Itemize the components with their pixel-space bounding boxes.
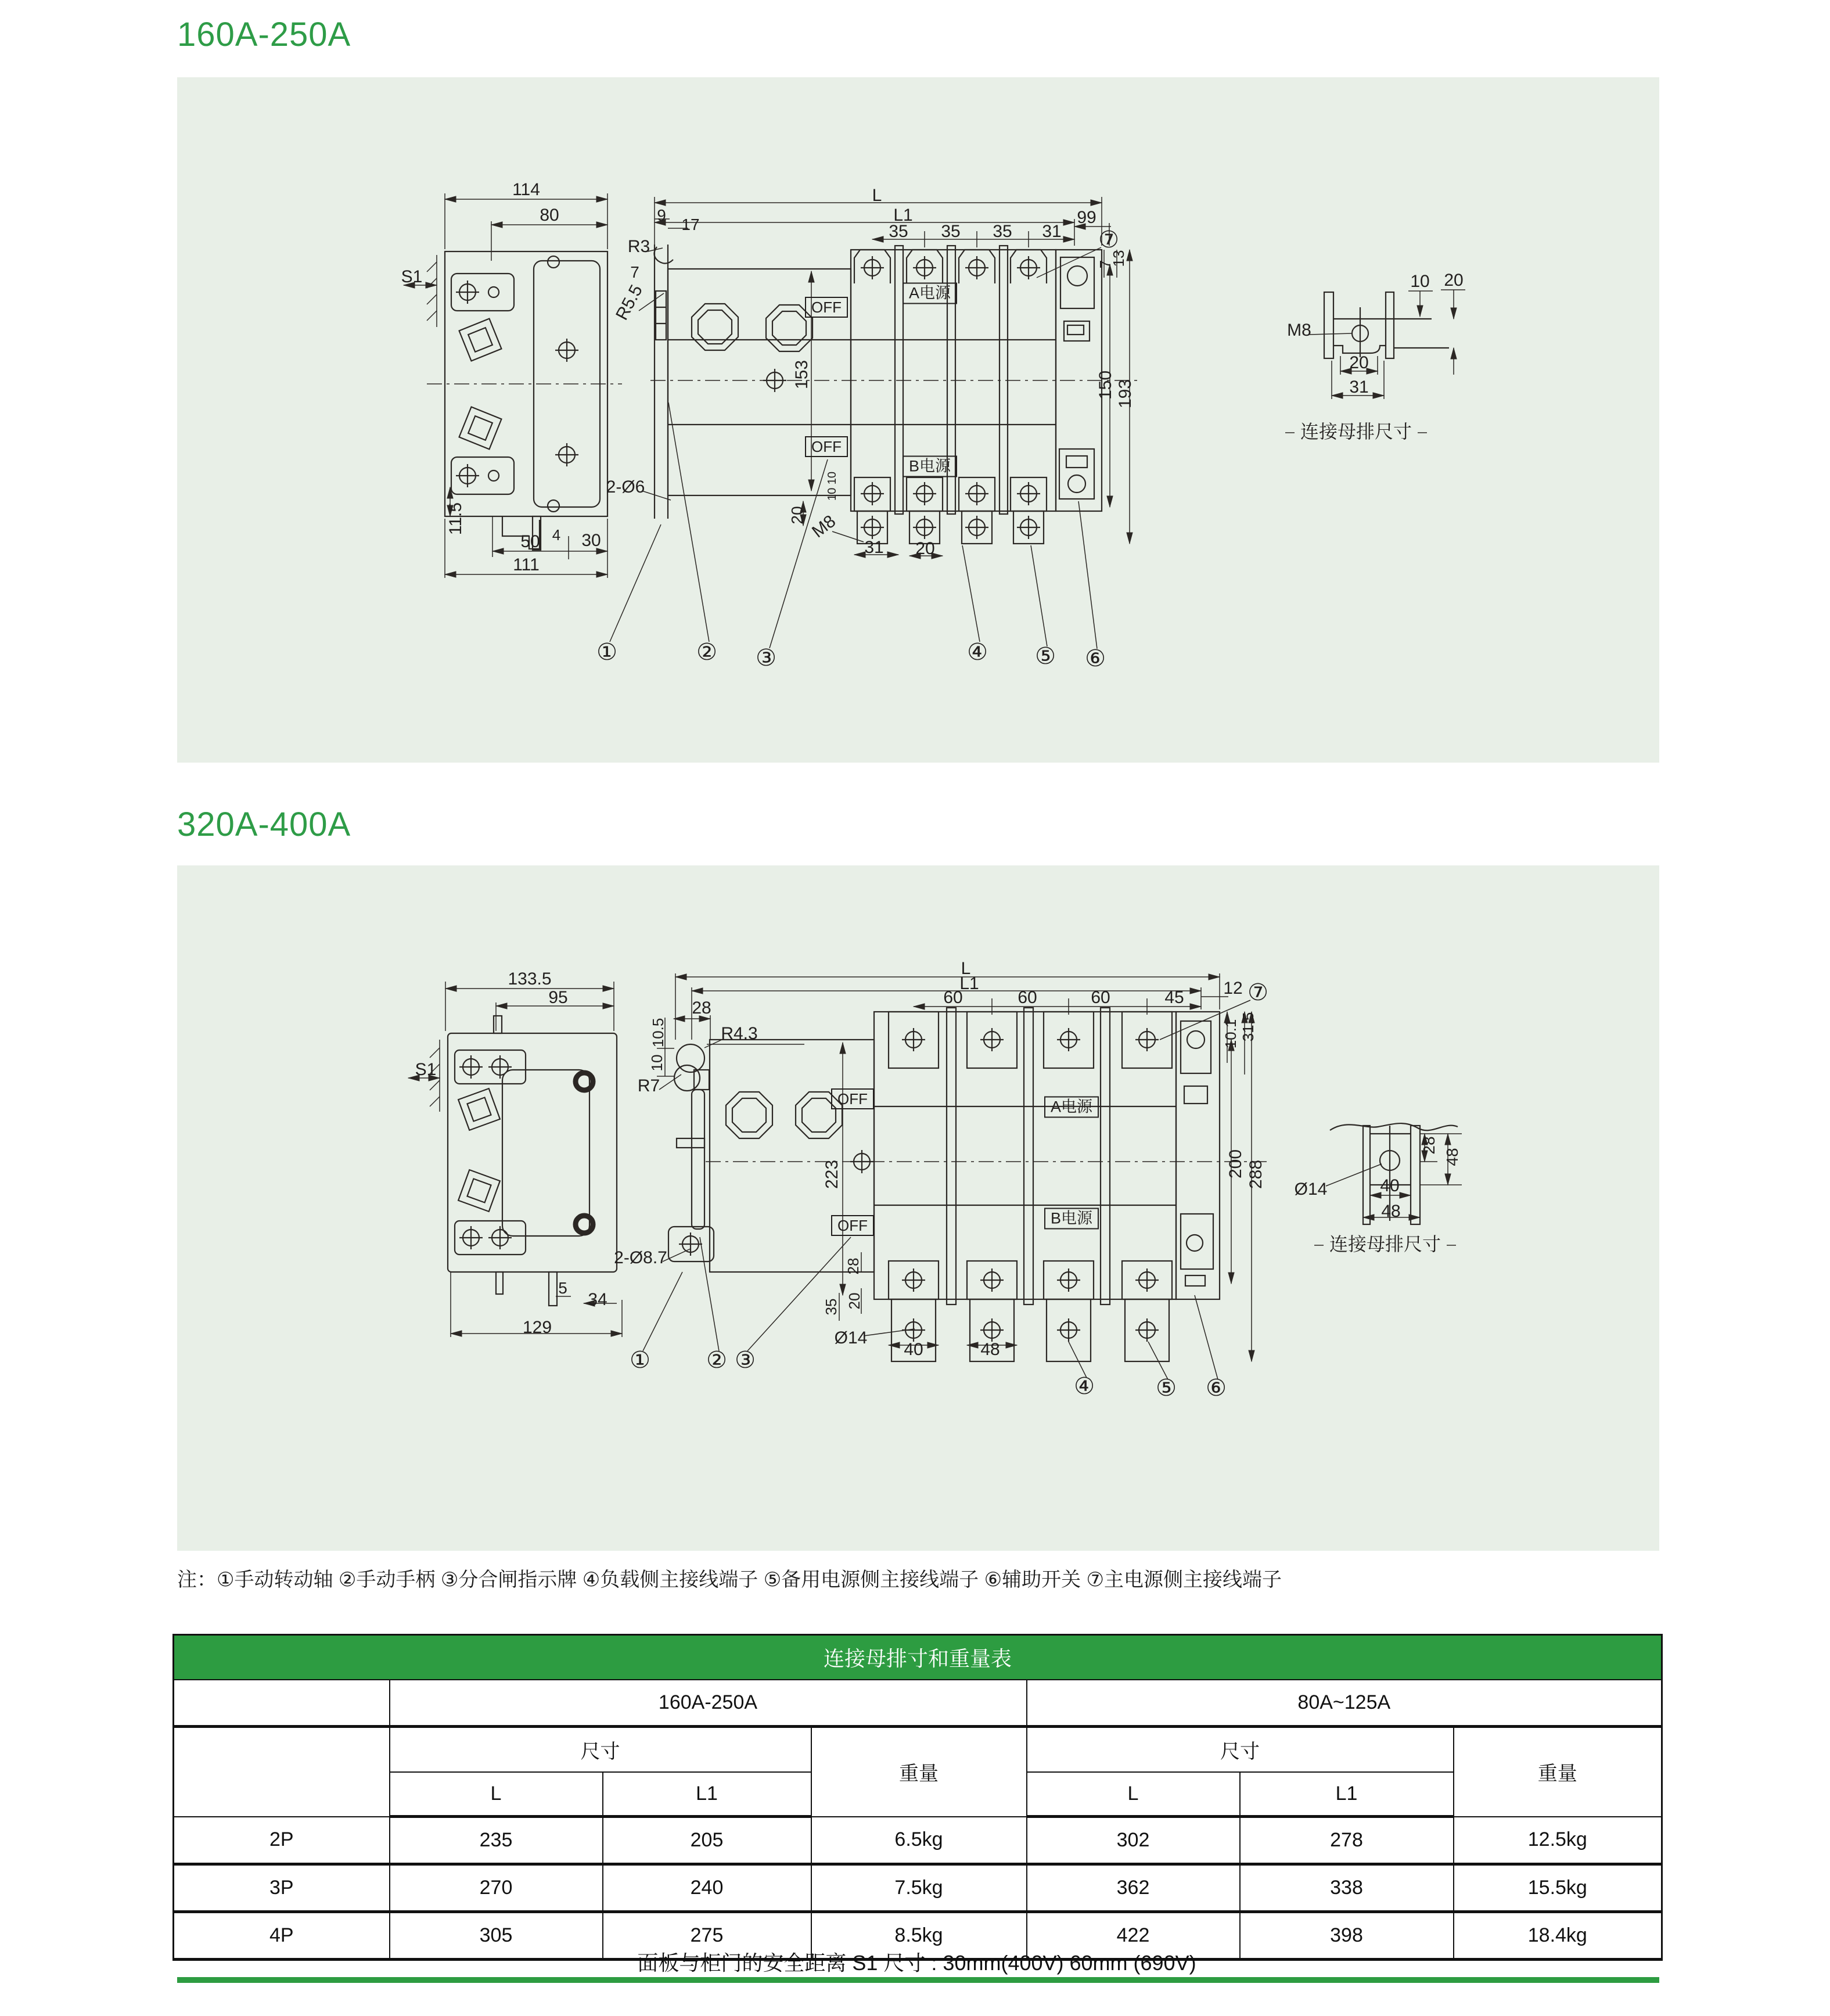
drawing-panel-320a-400a [177, 865, 1659, 1551]
dimension-label: R4.3 [721, 1024, 758, 1043]
callout-5: ⑤ [1156, 1375, 1177, 1401]
dimension-label: 193 [1116, 379, 1135, 409]
callout-1: ① [630, 1347, 650, 1373]
table-header-L1: L1 [603, 1772, 811, 1817]
dimension-label: L1 [959, 974, 979, 993]
off-indicator: OFF [831, 1088, 874, 1109]
dimension-label: 60 [1018, 988, 1037, 1007]
dimension-label: Ø14 [1294, 1180, 1328, 1199]
table-row-3p: 3P 270 240 7.5kg 362 338 15.5kg [174, 1864, 1662, 1912]
callout-7: ⑦ [1098, 227, 1119, 253]
callout-3: ③ [756, 645, 776, 671]
drawing-panel-160a-250a [177, 77, 1659, 763]
table-row-4p: 4P 305 275 8.5kg 422 398 18.4kg [174, 1912, 1662, 1960]
table-header-weight: 重量 [1454, 1727, 1662, 1817]
dimension-label: 20 [788, 506, 806, 524]
off-indicator: OFF [831, 1215, 874, 1236]
dimension-label: 288 [1246, 1159, 1265, 1190]
source-a-label: A电源 [1044, 1097, 1099, 1118]
dimension-label: 48 [1443, 1148, 1461, 1166]
dimension-label: R3 [627, 237, 650, 256]
source-b-label: B电源 [903, 456, 957, 477]
callout-7: ⑦ [1247, 980, 1268, 1005]
callout-6: ⑥ [1085, 646, 1106, 671]
dimension-label: 34 [588, 1290, 607, 1309]
legend-note: 注：①手动转动轴 ②手动手柄 ③分合闸指示牌 ④负载侧主接线端子 ⑤备用电源侧主接线端子 ⑥辅助开关 ⑦主电源侧主接线端子 [177, 1569, 1282, 1591]
dimension-label: 60 [943, 988, 963, 1007]
table-header-L1: L1 [1240, 1772, 1454, 1817]
dimension-label: 40 [904, 1340, 923, 1359]
table-header-weight: 重量 [811, 1727, 1027, 1817]
detail-caption: 连接母排尺寸 [1329, 1234, 1441, 1255]
table-footer-note: 面板与柜门的安全距离 S1 尺寸 : 30mm(400V) 60mm (690V) [637, 1951, 1196, 1975]
dimension-label: 80 [540, 206, 559, 225]
dimension-label: 133.5 [508, 969, 552, 989]
dimension-label: 11.5 [446, 502, 465, 536]
busbar-weight-table [172, 1634, 1663, 1961]
dimension-label: 20 [846, 1292, 863, 1310]
dimension-label: 45 [1164, 988, 1184, 1007]
dimension-label: 223 [822, 1159, 842, 1190]
detail-caption: 连接母排尺寸 [1300, 421, 1412, 442]
section-heading-320a-400a: 320A-400A [177, 806, 351, 843]
dimension-label: L1 [893, 206, 913, 225]
dimension-labels-layer [177, 865, 1659, 1551]
dimension-label: 4 [552, 526, 561, 544]
dimension-label: 28 [844, 1257, 862, 1275]
callout-2: ② [696, 639, 717, 665]
dimension-label: 48 [980, 1340, 1000, 1359]
table-row-2p: 2P 235 205 6.5kg 302 278 12.5kg [174, 1817, 1662, 1864]
dimension-label: 12 [1223, 979, 1243, 998]
off-indicator: OFF [805, 436, 848, 457]
table-header-L: L [390, 1772, 603, 1817]
table-header-size: 尺寸 [1027, 1727, 1454, 1773]
source-a-label: A电源 [903, 283, 957, 304]
dimension-label: R5.5 [612, 282, 647, 324]
dimension-label: 35 [822, 1298, 840, 1316]
off-indicator: OFF [805, 297, 848, 318]
dimension-label: 5 [558, 1279, 567, 1297]
dimension-label: 28 [1420, 1136, 1438, 1155]
dimension-label: M8 [808, 511, 840, 542]
dimension-label: 150 [1096, 370, 1115, 400]
table-group-80a-125a: 80A~125A [1027, 1680, 1662, 1727]
dimension-label: 111 [513, 555, 540, 574]
dimension-label: Ø14 [834, 1328, 868, 1347]
table-header-size: 尺寸 [390, 1727, 811, 1773]
dimension-label: 9 [657, 206, 666, 224]
dimension-label: S1 [401, 267, 423, 286]
dimension-label: 31 [1349, 378, 1369, 397]
dimension-label: 50 [520, 532, 540, 551]
dimension-label: 35 [941, 222, 961, 241]
dimension-label: L [961, 959, 971, 978]
dimension-label: 114 [512, 180, 540, 199]
dimension-label: 10.5 [649, 1018, 667, 1048]
dimension-label: 10 [1410, 272, 1430, 291]
callout-4: ④ [967, 639, 988, 665]
dimension-label: 200 [1226, 1149, 1245, 1179]
dimension-label: 17 [681, 215, 700, 233]
dimension-label: S1 [415, 1060, 437, 1079]
dimension-label: 20 [1444, 271, 1464, 290]
table-corner-cell [174, 1680, 390, 1727]
dimension-label: 7 [1096, 260, 1114, 269]
dimension-label: 31 [864, 538, 884, 557]
dimension-label: 95 [548, 988, 568, 1007]
table-corner-cell [174, 1727, 390, 1817]
table-header-L: L [1027, 1772, 1240, 1817]
table-title: 连接母排寸和重量表 [174, 1635, 1662, 1680]
dimension-label: 99 [1077, 208, 1096, 227]
dimension-label: M8 [1287, 321, 1311, 340]
callout-3: ③ [735, 1347, 756, 1373]
dimension-label: 48 [1381, 1202, 1401, 1221]
dimension-label: 28 [692, 998, 711, 1018]
callout-6: ⑥ [1206, 1375, 1227, 1401]
dimension-label: 20 [1349, 353, 1369, 372]
dimension-label: 35 [889, 222, 908, 241]
dimension-label: 35 [993, 222, 1012, 241]
dimension-label: 153 [792, 360, 811, 390]
dimension-label: 60 [1091, 988, 1110, 1007]
dimension-label: 13 [1110, 250, 1127, 267]
dimension-label: 10 [648, 1054, 666, 1072]
dimension-label: 129 [522, 1318, 552, 1337]
callout-5: ⑤ [1035, 644, 1056, 669]
dimension-label: 2-Ø8.7 [614, 1248, 667, 1267]
dimension-label: 40 [1380, 1176, 1400, 1195]
dimension-label: 10.1 [1222, 1019, 1239, 1049]
dimension-label: L [872, 186, 882, 205]
section-heading-160a-250a: 160A-250A [177, 16, 351, 53]
dimension-label: 20 [915, 539, 935, 558]
dimension-label: 7 [630, 263, 639, 281]
callout-1: ① [596, 639, 617, 665]
dimension-label: 31.5 [1239, 1012, 1257, 1042]
dimension-label: 10 10 [826, 471, 839, 501]
callout-2: ② [706, 1347, 727, 1373]
dimension-label: R7 [637, 1076, 660, 1095]
table-group-160a-250a: 160A-250A [390, 1680, 1027, 1727]
dimension-label: 31 [1042, 222, 1062, 241]
source-b-label: B电源 [1044, 1208, 1099, 1230]
dimension-labels-layer [177, 77, 1659, 763]
callout-4: ④ [1074, 1374, 1095, 1399]
dimension-label: 2-Ø6 [606, 477, 645, 497]
dimension-label: 30 [581, 531, 601, 550]
bottom-green-rule [177, 1977, 1659, 1983]
